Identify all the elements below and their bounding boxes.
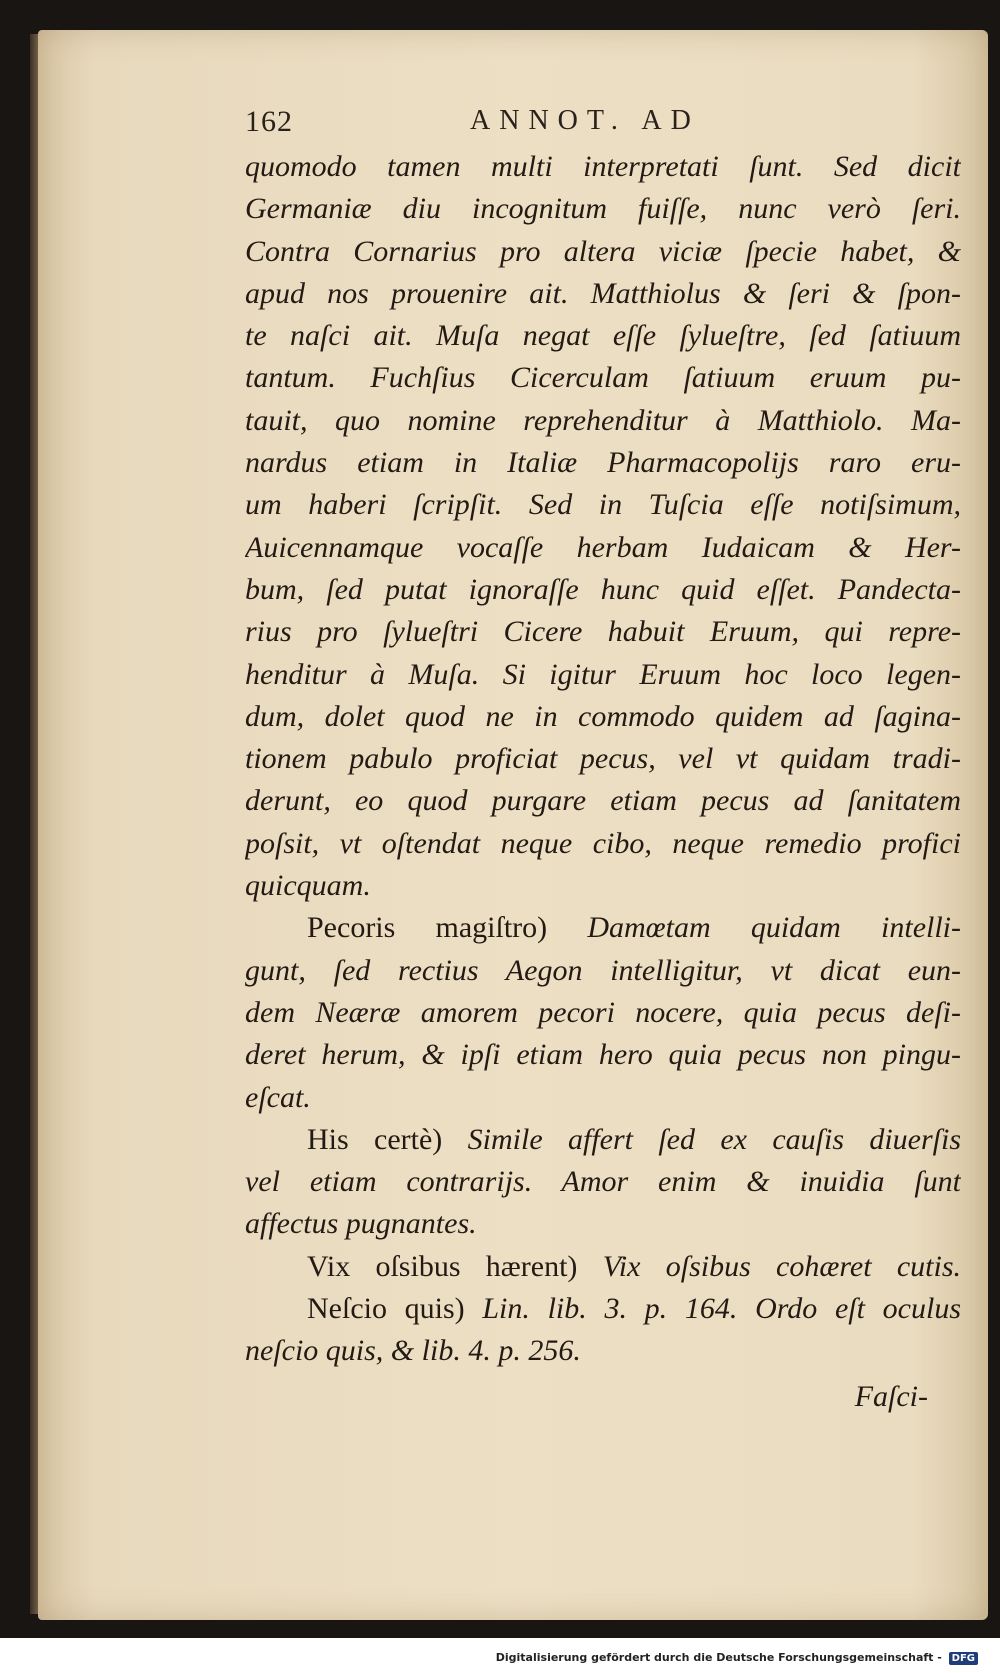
dfg-logo: DFG: [949, 1652, 978, 1665]
text-line: [245, 146, 961, 188]
line-text: deret herum, & ipſi etiam hero quia pecus non pingu-: [245, 1038, 961, 1072]
line-text: Germaniæ diu incognitum fuiſſe, nunc verò ſeri.: [245, 192, 961, 226]
line-text: um haberi ſcripſit. Sed in Tuſcia eſſe notiſsimum,: [245, 488, 961, 522]
line-text: affectus pugnantes.: [245, 1207, 477, 1241]
text-line: [245, 1077, 961, 1119]
text-line: [245, 188, 961, 230]
text-line: [245, 273, 961, 315]
line-text: bum, ſed putat ignoraſſe hunc quid eſſet. Pandecta-: [245, 572, 961, 606]
running-head: ANNOT. AD: [470, 105, 700, 136]
line-text: tionem pabulo proficiat pecus, vel vt quidam tradi-: [245, 742, 961, 776]
line-text: dem Neæræ amorem pecori nocere, quia pecus deſi-: [245, 995, 961, 1029]
text-line: [245, 611, 961, 653]
catchword: Faſci-: [854, 1380, 928, 1413]
lemma-line: [245, 1119, 961, 1161]
lemma: Neſcio quis): [307, 1292, 465, 1326]
text-line: [245, 442, 961, 484]
lemma: Pecoris magiſtro): [307, 911, 548, 945]
lemma-line: [245, 907, 961, 949]
line-text: derunt, eo quod purgare etiam pecus ad ſanitatem: [245, 784, 961, 818]
lemma: Vix oſsibus hærent): [307, 1249, 578, 1283]
text-line: [245, 527, 961, 569]
text-line: [245, 950, 961, 992]
line-text: quomodo tamen multi interpretati ſunt. Sed dicit: [245, 150, 961, 183]
line-text: rius pro ſylueſtri Cicere habuit Eruum, qui repre-: [245, 615, 961, 649]
text-line: [245, 865, 961, 907]
line-text: Vix oſsibus cohæret cutis.: [602, 1249, 961, 1283]
line-text: neſcio quis, & lib. 4. p. 256.: [245, 1334, 581, 1368]
footer-credit: [496, 1651, 978, 1665]
line-text: eſcat.: [245, 1080, 311, 1114]
text-line: [245, 780, 961, 822]
line-text: te naſci ait. Muſa negat eſſe ſylueſtre, ſed ſatiuum: [245, 319, 961, 353]
lemma-line: [245, 1246, 961, 1288]
lemma: His certè): [307, 1122, 443, 1156]
text-line: [245, 992, 961, 1034]
line-text: Damœtam quidam intelli-: [587, 911, 961, 945]
line-text: Auicennamque vocaſſe herbam Iudaicam & Her-: [245, 530, 961, 564]
line-text: nardus etiam in Italiæ Pharmacopolijs raro eru-: [245, 446, 961, 480]
page-header: [245, 105, 965, 145]
line-text: dum, dolet quod ne in commodo quidem ad ſagina-: [245, 699, 961, 733]
line-text: Contra Cornarius pro altera viciæ ſpecie habet, &: [245, 234, 961, 268]
text-line: [245, 1203, 961, 1245]
line-text: Simile affert ſed ex cauſis diuerſis: [467, 1122, 961, 1156]
text-line: [245, 1330, 961, 1372]
line-text: henditur à Muſa. Si igitur Eruum hoc loco legen-: [245, 657, 961, 691]
lemma-line: [245, 1288, 961, 1330]
line-text: gunt, ſed rectius Aegon intelligitur, vt dicat eun-: [245, 953, 961, 987]
text-line: [245, 569, 961, 611]
digitization-footer: [0, 1638, 1000, 1673]
footer-credit-text: Digitalisierung gefördert durch die Deutsche Forschungsgemeinschaft -: [495, 1651, 942, 1664]
text-line: [245, 484, 961, 526]
line-text: Lin. lib. 3. p. 164. Ordo eſt oculus: [482, 1292, 961, 1326]
text-line: [245, 315, 961, 357]
text-line: [245, 1034, 961, 1076]
page-number: 162: [245, 105, 293, 138]
line-text: vel etiam contrarijs. Amor enim & inuidia ſunt: [245, 1165, 961, 1199]
text-line: [245, 696, 961, 738]
line-text: poſsit, vt oſtendat neque cibo, neque remedio profici: [245, 826, 961, 860]
line-text: quicquam.: [245, 869, 371, 903]
text-line: [245, 357, 961, 399]
text-line: [245, 231, 961, 273]
body-text: [245, 146, 961, 1373]
text-line: [245, 654, 961, 696]
line-text: tantum. Fuchſius Cicerculam ſatiuum eruum pu-: [245, 361, 961, 395]
text-line: [245, 823, 961, 865]
line-text: tauit, quo nomine reprehenditur à Matthiolo. Ma-: [245, 403, 961, 437]
text-line: [245, 738, 961, 780]
text-line: [245, 1161, 961, 1203]
line-text: apud nos prouenire ait. Matthiolus & ſeri & ſpon-: [245, 276, 961, 310]
text-line: [245, 400, 961, 442]
